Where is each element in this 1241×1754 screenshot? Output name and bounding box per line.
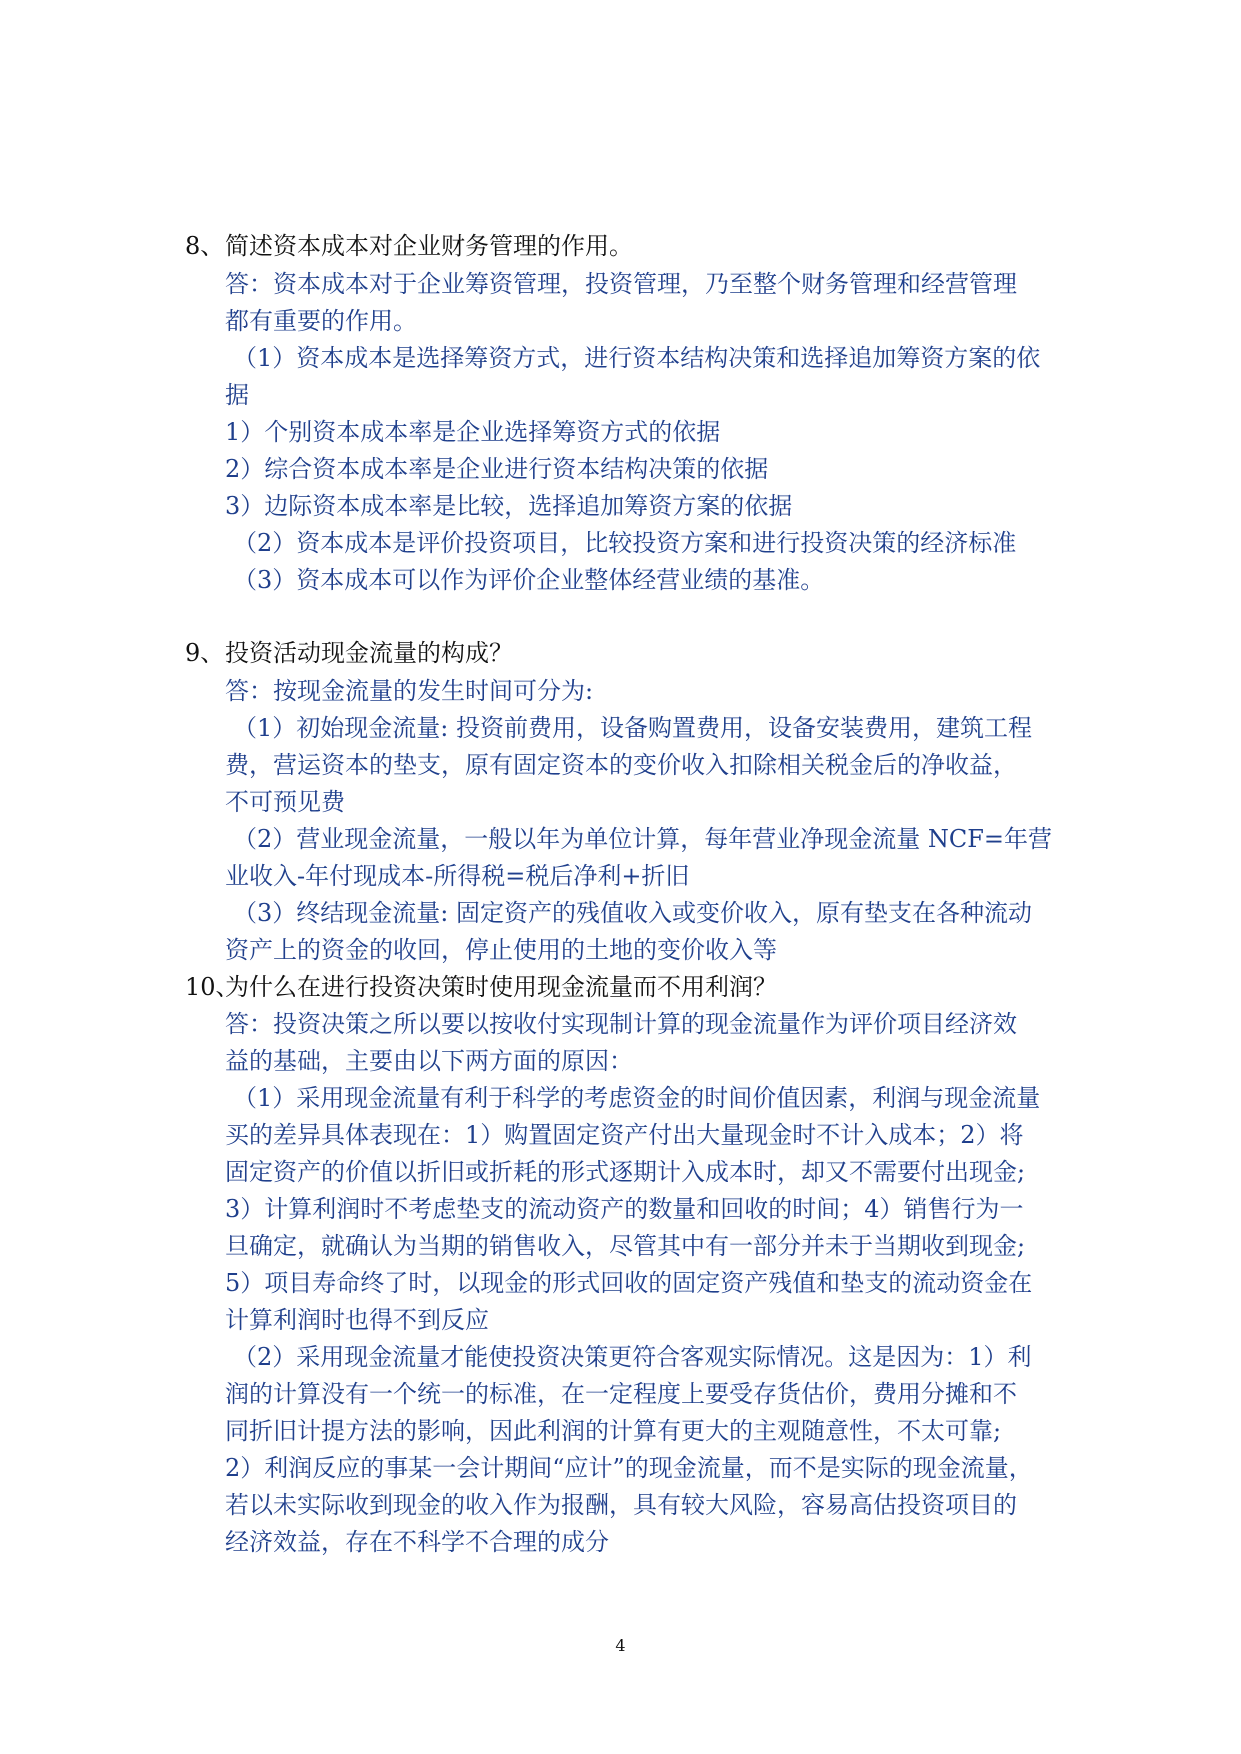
- question-title: 投资活动现金流量的构成？: [225, 639, 513, 667]
- answer-line: 不可预见费: [225, 788, 345, 816]
- question-number: 9、: [185, 639, 225, 667]
- answer-line: 益的基础，主要由以下两方面的原因：: [225, 1047, 633, 1075]
- answer-line: 3）计算利润时不考虑垫支的流动资产的数量和回收的时间；4）销售行为一: [225, 1195, 1024, 1223]
- answer-line: 旦确定，就确认为当期的销售收入，尽管其中有一部分并未于当期收到现金;: [225, 1232, 1026, 1260]
- answer-line: （1）采用现金流量有利于科学的考虑资金的时间价值因素，利润与现金流量: [233, 1084, 1041, 1112]
- answer-line: 固定资产的价值以折旧或折耗的形式逐期计入成本时，却又不需要付出现金;: [225, 1158, 1026, 1186]
- answer-line: （2）资本成本是评价投资项目，比较投资方案和进行投资决策的经济标准: [233, 529, 1017, 557]
- answer-line: 计算利润时也得不到反应: [225, 1306, 489, 1334]
- question-title: 为什么在进行投资决策时使用现金流量而不用利润？: [225, 973, 777, 1001]
- answer-line: 5）项目寿命终了时，以现金的形式回收的固定资产残值和垫支的流动资金在: [225, 1269, 1033, 1297]
- answer-line: 费，营运资本的垫支，原有固定资本的变价收入扣除相关税金后的净收益，: [225, 751, 1017, 779]
- question-number: 10、: [185, 973, 240, 1001]
- question-number: 8、: [185, 232, 225, 260]
- answer-line: （1）初始现金流量: 投资前费用，设备购置费用，设备安装费用，建筑工程: [233, 714, 1032, 742]
- answer-line: 1）个别资本成本率是企业选择筹资方式的依据: [225, 418, 721, 446]
- answer-line: 3）边际资本成本率是比较，选择追加筹资方案的依据: [225, 492, 793, 520]
- answer-line: （1）资本成本是选择筹资方式，进行资本结构决策和选择追加筹资方案的依: [233, 344, 1041, 372]
- answer-line: 2）利润反应的事某一会计期间“应计”的现金流量，而不是实际的现金流量，: [225, 1454, 1033, 1482]
- answer-line: 据: [225, 381, 249, 409]
- answer-line: 答：按现金流量的发生时间可分为:: [225, 677, 594, 705]
- answer-line: 买的差异具体表现在：1）购置固定资产付出大量现金时不计入成本；2）将: [225, 1121, 1024, 1149]
- answer-line: （3）终结现金流量: 固定资产的残值收入或变价收入，原有垫支在各种流动: [233, 899, 1032, 927]
- answer-line: 答：投资决策之所以要以按收付实现制计算的现金流量作为评价项目经济效: [225, 1010, 1017, 1038]
- answer-line: 都有重要的作用。: [225, 307, 417, 335]
- answer-line: 答：资本成本对于企业筹资管理，投资管理，乃至整个财务管理和经营管理: [225, 270, 1017, 298]
- answer-line: 经济效益，存在不科学不合理的成分: [225, 1528, 609, 1556]
- answer-line: （2）营业现金流量，一般以年为单位计算，每年营业净现金流量 NCF=年营: [233, 825, 1053, 853]
- answer-line: （3）资本成本可以作为评价企业整体经营业绩的基准。: [233, 566, 825, 594]
- page-number: 4: [615, 1636, 626, 1655]
- answer-line: 业收入-年付现成本-所得税=税后净利+折旧: [225, 862, 690, 890]
- answer-line: 若以未实际收到现金的收入作为报酬，具有较大风险，容易高估投资项目的: [225, 1491, 1017, 1519]
- answer-line: 同折旧计提方法的影响，因此利润的计算有更大的主观随意性，不太可靠;: [225, 1417, 1002, 1445]
- question-title: 简述资本成本对企业财务管理的作用。: [225, 232, 633, 260]
- answer-line: 资产上的资金的收回，停止使用的土地的变价收入等: [225, 936, 777, 964]
- answer-line: 2）综合资本成本率是企业进行资本结构决策的依据: [225, 455, 769, 483]
- answer-line: 润的计算没有一个统一的标准，在一定程度上要受存货估价，费用分摊和不: [225, 1380, 1017, 1408]
- answer-line: （2）采用现金流量才能使投资决策更符合客观实际情况。这是因为：1）利: [233, 1343, 1032, 1371]
